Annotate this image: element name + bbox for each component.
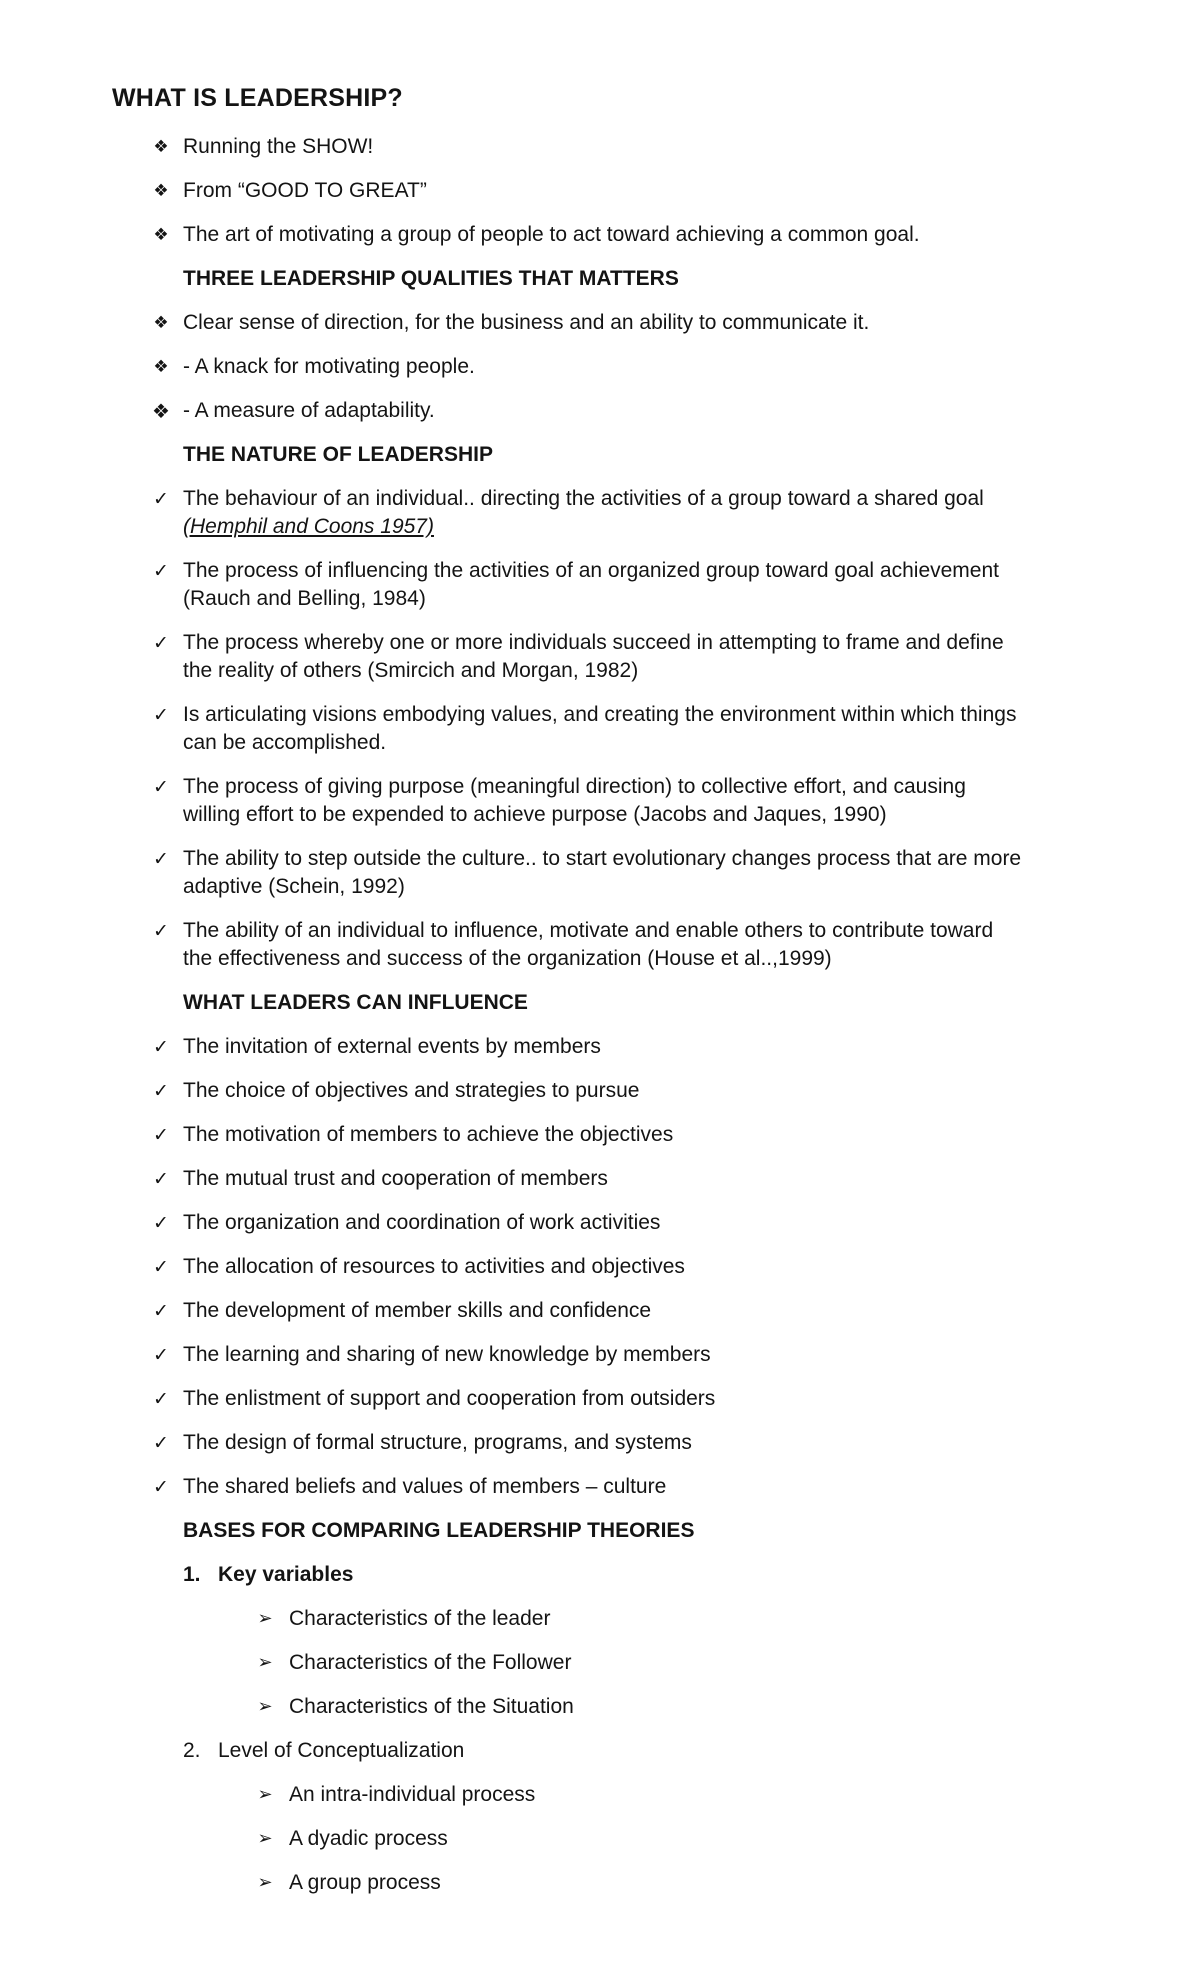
checkmark-icon: ✓ [153, 1476, 169, 1498]
section-heading-nature: THE NATURE OF LEADERSHIP [183, 443, 493, 466]
checkmark-icon: ✓ [153, 1432, 169, 1454]
list-item-text: The choice of objectives and strategies to pursue [183, 1079, 640, 1102]
checkmark-icon: ✓ [153, 632, 169, 654]
arrow-bullet-icon: ➢ [257, 1652, 273, 1673]
arrow-bullet-icon: ➢ [257, 1872, 273, 1893]
sub-list-item-text: A dyadic process [289, 1827, 448, 1850]
arrow-bullet-icon: ➢ [257, 1696, 273, 1717]
checkmark-icon: ✓ [153, 920, 169, 942]
list-item-text: From “GOOD TO GREAT” [183, 179, 427, 202]
list-item-text: The allocation of resources to activities and objectives [183, 1255, 685, 1278]
list-item-text: The art of motivating a group of people to act toward achieving a common goal. [183, 223, 920, 246]
sub-list-item-text: A group process [289, 1871, 441, 1894]
list-item-text: Clear sense of direction, for the business and an ability to communicate it. [183, 311, 870, 334]
item-number: 1. [183, 1563, 201, 1586]
diamond-bullet-icon: ❖ [153, 225, 169, 245]
definition-line: (Rauch and Belling, 1984) [183, 587, 426, 610]
checkmark-icon: ✓ [153, 488, 169, 510]
definition-line: can be accomplished. [183, 731, 387, 754]
definition-line: the effectiveness and success of the organization (House et al..,1999) [183, 947, 832, 970]
list-item-text: - A knack for motivating people. [183, 355, 475, 378]
definition-line: The process of influencing the activities of an organized group toward goal achievement [183, 559, 999, 582]
item-number: 2. [183, 1739, 201, 1762]
diamond-bullet-icon: ❖ [152, 399, 170, 423]
definition-line: The process of giving purpose (meaningful direction) to collective effort, and causing [183, 775, 966, 798]
checkmark-icon: ✓ [153, 848, 169, 870]
checkmark-icon: ✓ [153, 1124, 169, 1146]
checkmark-icon: ✓ [153, 1036, 169, 1058]
list-item-text [183, 845, 1103, 901]
list-item-text [183, 701, 1103, 757]
list-item-text [183, 917, 1103, 973]
list-item-text: The enlistment of support and cooperation from outsiders [183, 1387, 716, 1410]
arrow-bullet-icon: ➢ [257, 1608, 273, 1629]
citation: (Hemphil and Coons 1957) [183, 515, 434, 538]
item-label: Level of Conceptualization [218, 1739, 465, 1762]
list-item-text: Running the SHOW! [183, 135, 374, 158]
definition-line: the reality of others (Smircich and Morgan, 1982) [183, 659, 639, 682]
checkmark-icon: ✓ [153, 1344, 169, 1366]
list-item-text [183, 485, 1103, 541]
definition-line: The process whereby one or more individuals succeed in attempting to frame and define [183, 631, 1004, 654]
sub-list-item-text: Characteristics of the Situation [289, 1695, 574, 1718]
diamond-bullet-icon: ❖ [153, 137, 169, 157]
numbered-item [183, 1561, 353, 1589]
list-item-text [183, 557, 1103, 613]
section-heading-bases: BASES FOR COMPARING LEADERSHIP THEORIES [183, 1519, 695, 1542]
checkmark-icon: ✓ [153, 1300, 169, 1322]
definition-line: adaptive (Schein, 1992) [183, 875, 405, 898]
definition-line: The ability to step outside the culture.. to start evolutionary changes process that are more [183, 847, 1022, 870]
list-item-text: The mutual trust and cooperation of members [183, 1167, 608, 1190]
list-item-text: The design of formal structure, programs, and systems [183, 1431, 692, 1454]
sub-list-item-text: Characteristics of the Follower [289, 1651, 572, 1674]
checkmark-icon: ✓ [153, 1168, 169, 1190]
arrow-bullet-icon: ➢ [257, 1828, 273, 1849]
list-item-text: The motivation of members to achieve the objectives [183, 1123, 674, 1146]
checkmark-icon: ✓ [153, 560, 169, 582]
diamond-bullet-icon: ❖ [153, 357, 169, 377]
checkmark-icon: ✓ [153, 776, 169, 798]
list-item-text: The invitation of external events by members [183, 1035, 601, 1058]
page-title: WHAT IS LEADERSHIP? [112, 84, 403, 112]
list-item-text: The learning and sharing of new knowledge by members [183, 1343, 711, 1366]
sub-list-item-text: Characteristics of the leader [289, 1607, 551, 1630]
item-label: Key variables [218, 1563, 354, 1586]
definition-line: willing effort to be expended to achieve purpose (Jacobs and Jaques, 1990) [183, 803, 887, 826]
arrow-bullet-icon: ➢ [257, 1784, 273, 1805]
diamond-bullet-icon: ❖ [153, 181, 169, 201]
section-heading-qualities: THREE LEADERSHIP QUALITIES THAT MATTERS [183, 267, 679, 290]
checkmark-icon: ✓ [153, 704, 169, 726]
list-item-text [183, 629, 1103, 685]
checkmark-icon: ✓ [153, 1256, 169, 1278]
list-item-text: The shared beliefs and values of members – culture [183, 1475, 667, 1498]
list-item-text [183, 773, 1103, 829]
diamond-bullet-icon: ❖ [153, 313, 169, 333]
checkmark-icon: ✓ [153, 1212, 169, 1234]
list-item-text: The organization and coordination of work activities [183, 1211, 661, 1234]
definition-line: Is articulating visions embodying values, and creating the environment within which things [183, 703, 1017, 726]
checkmark-icon: ✓ [153, 1080, 169, 1102]
checkmark-icon: ✓ [153, 1388, 169, 1410]
sub-list-item-text: An intra-individual process [289, 1783, 536, 1806]
list-item-text: The development of member skills and confidence [183, 1299, 652, 1322]
section-heading-influence: WHAT LEADERS CAN INFLUENCE [183, 991, 528, 1014]
definition-line: The ability of an individual to influence, motivate and enable others to contribute toward [183, 919, 994, 942]
numbered-item [183, 1737, 464, 1765]
list-item-text: - A measure of adaptability. [183, 399, 435, 422]
definition-line: The behaviour of an individual.. directing the activities of a group toward a shared goal [183, 487, 984, 510]
